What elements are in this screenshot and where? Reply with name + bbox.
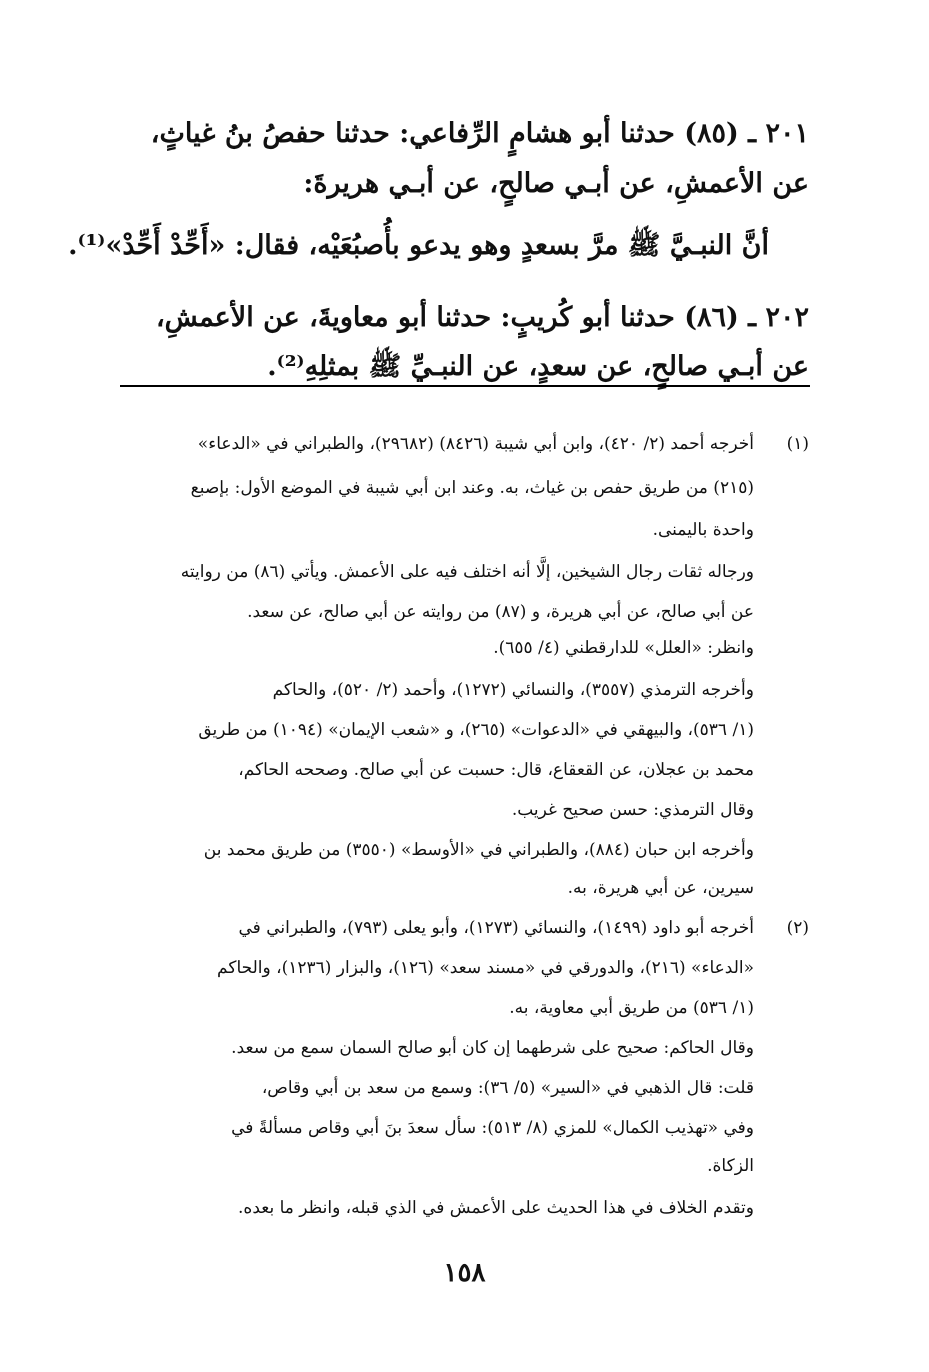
footnote-1-line: وأخرجه الترمذي (٣٥٥٧)، والنسائي (١٢٧٢)، وأحمد (٢/ ٥٢٠)، والحاكم [272, 680, 754, 700]
footnote-1-line: وانظر: «العلل» للدارقطني (٤/ ٦٥٥). [493, 638, 754, 658]
footnote-1-line: (١/ ٥٣٦)، والبيهقي في «الدعوات» (٢٦٥)، و «شعب الإيمان» (١٠٩٤) من طريق [198, 720, 754, 740]
hadith-201-matn: أنَّ النبـيَّ ﷺ مرَّ بسعدٍ وهو يدعو بأُصبُعَيْه، فقال: «أَحِّدْ أَحِّدْ»⁽¹⁾. [68, 230, 769, 261]
footnote-2-line: قلت: قال الذهبي في «السير» (٥/ ٣٦): وسمع من سعد بن أبي وقاص، [261, 1078, 754, 1098]
footnote-2-line: (١/ ٥٣٦) من طريق أبي معاوية، به. [509, 998, 754, 1018]
hadith-201-line-1: ٢٠١ ـ (٨٥) حدثنا أبو هشامٍ الرِّفاعي: حدثنا حفصُ بنُ غياثٍ، [150, 118, 809, 149]
footnote-2-line: وفي «تهذيب الكمال» للمزي (٨/ ٥١٣): سأل سعدَ بنَ أبي وقاص مسألةً في [231, 1118, 754, 1138]
footnote-1-line: محمد بن عجلان، عن القعقاع، قال: حسبت عن أبي صالح. وصححه الحاكم، [238, 760, 754, 780]
footnote-1-line: (٢١٥) من طريق حفص بن غياث، به. وعند ابن أبي شيبة في الموضع الأول: بإصبع [190, 478, 754, 498]
footnote-1-line: ورجاله ثقات رجال الشيخين، إلَّا أنه اختلف فيه على الأعمش. ويأتي (٨٦) من روايته [180, 562, 754, 582]
footnote-2-line: وقال الحاكم: صحيح على شرطهما إن كان أبو صالح السمان سمع من سعد. [231, 1038, 754, 1058]
hadith-202-line-1: ٢٠٢ ـ (٨٦) حدثنا أبو كُريبٍ: حدثنا أبو معاويةَ، عن الأعمشِ، [155, 302, 809, 333]
footnote-2-number: (٢) [786, 918, 809, 938]
footnote-2-line: الزكاة. [707, 1156, 754, 1176]
hadith-202-line-2: عن أبـي صالحٍ، عن سعدٍ، عن النبـيِّ ﷺ بمثلِهِ⁽²⁾. [267, 351, 809, 382]
footnote-1-line: أخرجه أحمد (٢/ ٤٢٠)، وابن أبي شيبة (٨٤٢٦) (٢٩٦٨٢)، والطبراني في «الدعاء» [197, 434, 754, 454]
footnote-separator [120, 385, 810, 387]
footnote-2-line: وتقدم الخلاف في هذا الحديث على الأعمش في الذي قبله، وانظر ما بعده. [238, 1198, 754, 1218]
footnote-1-number: (١) [786, 434, 809, 454]
footnote-1-line: وقال الترمذي: حسن صحيح غريب. [511, 800, 754, 820]
footnote-1-line: واحدة باليمنى. [652, 520, 754, 540]
footnote-2-line: «الدعاء» (٢١٦)، والدورقي في «مسند سعد» (١٢٦)، والبزار (١٢٣٦)، والحاكم [217, 958, 754, 978]
hadith-201-line-2: عن الأعمشِ، عن أبـي صالحٍ، عن أبـي هريرةَ: [303, 168, 809, 199]
footnote-2-line: أخرجه أبو داود (١٤٩٩)، والنسائي (١٢٧٣)، وأبو يعلى (٧٩٣)، والطبراني في [238, 918, 754, 938]
page-number: ١٥٨ [443, 1258, 486, 1288]
footnote-1-line: عن أبي صالح، عن أبي هريرة، و (٨٧) من روايته عن أبي صالح، عن سعد. [247, 602, 754, 622]
footnote-1-line: وأخرجه ابن حبان (٨٨٤)، والطبراني في «الأوسط» (٣٥٥٠) من طريق محمد بن [203, 840, 754, 860]
footnote-1-line: سيرين، عن أبي هريرة، به. [567, 878, 754, 898]
